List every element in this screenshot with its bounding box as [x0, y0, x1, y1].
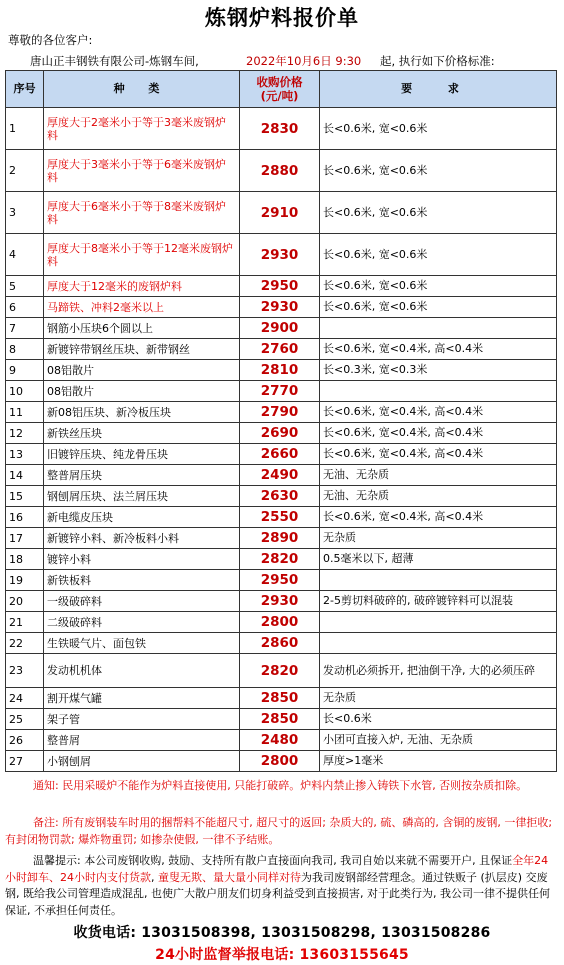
row-number: 20 — [6, 591, 44, 612]
row-number: 4 — [6, 234, 44, 276]
row-requirement: 长<0.6米, 宽<0.6米 — [320, 150, 557, 192]
table-row — [6, 549, 557, 570]
row-kind: 镀锌小料 — [44, 549, 240, 570]
table-row — [6, 276, 557, 297]
table-row — [6, 192, 557, 234]
row-price: 2910 — [240, 192, 320, 234]
row-kind: 生铁暖气片、面包铁 — [44, 633, 240, 654]
row-kind: 厚度大于3毫米小于等于6毫米废钢炉料 — [44, 150, 240, 192]
row-kind: 新镀锌小料、新冷板料小料 — [44, 528, 240, 549]
row-kind: 旧镀锌压块、纯龙骨压块 — [44, 444, 240, 465]
row-kind: 马蹄铁、冲料2毫米以上 — [44, 297, 240, 318]
row-price: 2900 — [240, 318, 320, 339]
row-requirement: 长<0.6米, 宽<0.4米, 高<0.4米 — [320, 444, 557, 465]
greeting: 尊敬的各位客户: — [8, 33, 93, 47]
notice-text: 通知: 民用采暖炉不能作为炉料直接使用, 只能打破碎。炉料内禁止掺入铸铁下水管, 否则按杂质扣除。 — [33, 779, 528, 792]
table-row — [6, 633, 557, 654]
header-kind: 种 类 — [44, 71, 240, 108]
row-kind: 小钢刨屑 — [44, 751, 240, 772]
tips-part-d: 童叟无欺、量大量小同样对待 — [158, 870, 301, 884]
row-kind: 新08铝压块、新冷板压块 — [44, 402, 240, 423]
row-requirement — [320, 633, 557, 654]
table-row — [6, 402, 557, 423]
row-price: 2950 — [240, 276, 320, 297]
row-price: 2760 — [240, 339, 320, 360]
row-price: 2850 — [240, 688, 320, 709]
table-row — [6, 234, 557, 276]
tips-part-b: 全年24小时卸车、24小时内支付货款 — [5, 854, 549, 884]
table-row — [6, 730, 557, 751]
row-requirement: 厚度>1毫米 — [320, 751, 557, 772]
row-number: 6 — [6, 297, 44, 318]
row-kind: 厚度大于2毫米小于等于3毫米废钢炉料 — [44, 108, 240, 150]
row-number: 17 — [6, 528, 44, 549]
table-row — [6, 528, 557, 549]
row-requirement: 长<0.3米, 宽<0.3米 — [320, 360, 557, 381]
tips-part-c: , — [151, 870, 158, 884]
page-title: 炼钢炉料报价单 — [205, 6, 359, 30]
table-row — [6, 486, 557, 507]
row-requirement: 发动机必须拆开, 把油倒干净, 大的必须压碎 — [320, 654, 557, 688]
row-number: 9 — [6, 360, 44, 381]
table-row — [6, 108, 557, 150]
row-requirement: 长<0.6米, 宽<0.4米, 高<0.4米 — [320, 402, 557, 423]
row-price: 2770 — [240, 381, 320, 402]
row-number: 5 — [6, 276, 44, 297]
row-kind: 架子管 — [44, 709, 240, 730]
row-number: 7 — [6, 318, 44, 339]
row-kind: 一级破碎料 — [44, 591, 240, 612]
row-number: 23 — [6, 654, 44, 688]
table-row — [6, 381, 557, 402]
table-header-row — [6, 71, 557, 108]
row-number: 22 — [6, 633, 44, 654]
row-number: 21 — [6, 612, 44, 633]
row-price: 2860 — [240, 633, 320, 654]
table-row — [6, 318, 557, 339]
row-requirement: 长<0.6米, 宽<0.6米 — [320, 192, 557, 234]
row-kind: 厚度大于12毫米的废钢炉料 — [44, 276, 240, 297]
row-number: 27 — [6, 751, 44, 772]
row-kind: 整普屑压块 — [44, 465, 240, 486]
row-price: 2850 — [240, 709, 320, 730]
row-price: 2890 — [240, 528, 320, 549]
row-kind: 钢筋小压块6个圆以上 — [44, 318, 240, 339]
row-requirement: 2-5剪切料破碎的, 破碎镀锌料可以混装 — [320, 591, 557, 612]
effective-date: 2022年10月6日 9:30 — [246, 54, 362, 68]
price-table — [5, 70, 557, 772]
table-row — [6, 654, 557, 688]
tips-part-a: 温馨提示: 本公司废钢收购, 鼓励、支持所有散户直接面向我司, 我司自始以来就不需要开户, 且保证 — [33, 854, 513, 867]
row-kind: 新电缆皮压块 — [44, 507, 240, 528]
remark-text: 备注: 所有废钢装车时用的捆帮料不能超尺寸, 超尺寸的返回; 杂质大的, 硫、磷高的, 含铜的废钢, 一律拒收; 有封闭物罚款; 爆炸物重罚; 如掺杂使假, 一律不予结账。 — [5, 816, 553, 846]
row-price: 2930 — [240, 591, 320, 612]
row-price: 2880 — [240, 150, 320, 192]
table-row — [6, 465, 557, 486]
row-number: 18 — [6, 549, 44, 570]
company-name: 唐山正丰钢铁有限公司-炼钢车间, — [30, 54, 199, 68]
row-kind: 整普屑 — [44, 730, 240, 751]
row-requirement: 无杂质 — [320, 528, 557, 549]
receiving-phones: 收货电话: 13031508398, 13031508298, 13031508286 — [73, 925, 491, 941]
row-kind: 08铝散片 — [44, 360, 240, 381]
table-row — [6, 751, 557, 772]
table-row — [6, 423, 557, 444]
table-row — [6, 150, 557, 192]
row-price: 2810 — [240, 360, 320, 381]
table-row — [6, 709, 557, 730]
row-requirement: 长<0.6米, 宽<0.6米 — [320, 234, 557, 276]
header-price-line2: (元/吨) — [260, 89, 299, 103]
row-number: 24 — [6, 688, 44, 709]
row-number: 3 — [6, 192, 44, 234]
hotline-phone: 24小时监督举报电话: 13603155645 — [155, 947, 409, 963]
header-no: 序号 — [6, 71, 44, 108]
row-requirement — [320, 570, 557, 591]
row-number: 2 — [6, 150, 44, 192]
row-requirement: 无油、无杂质 — [320, 465, 557, 486]
row-number: 25 — [6, 709, 44, 730]
row-price: 2790 — [240, 402, 320, 423]
row-price: 2490 — [240, 465, 320, 486]
row-number: 11 — [6, 402, 44, 423]
header-price — [240, 71, 320, 108]
table-row — [6, 444, 557, 465]
row-number: 10 — [6, 381, 44, 402]
row-price: 2930 — [240, 234, 320, 276]
table-row — [6, 612, 557, 633]
row-requirement: 0.5毫米以下, 超薄 — [320, 549, 557, 570]
row-price: 2820 — [240, 654, 320, 688]
row-price: 2820 — [240, 549, 320, 570]
row-price: 2480 — [240, 730, 320, 751]
header-requirement: 要 求 — [320, 71, 557, 108]
row-number: 12 — [6, 423, 44, 444]
table-row — [6, 297, 557, 318]
row-number: 1 — [6, 108, 44, 150]
row-kind: 发动机机体 — [44, 654, 240, 688]
row-price: 2660 — [240, 444, 320, 465]
row-requirement: 小团可直接入炉, 无油、无杂质 — [320, 730, 557, 751]
row-requirement: 长<0.6米, 宽<0.4米, 高<0.4米 — [320, 339, 557, 360]
row-requirement — [320, 381, 557, 402]
row-price: 2950 — [240, 570, 320, 591]
row-requirement: 长<0.6米, 宽<0.4米, 高<0.4米 — [320, 423, 557, 444]
table-row — [6, 339, 557, 360]
table-row — [6, 591, 557, 612]
row-number: 16 — [6, 507, 44, 528]
tips-text — [5, 853, 556, 919]
table-row — [6, 507, 557, 528]
row-price: 2800 — [240, 612, 320, 633]
row-requirement: 长<0.6米, 宽<0.4米, 高<0.4米 — [320, 507, 557, 528]
table-row — [6, 360, 557, 381]
row-kind: 二级破碎料 — [44, 612, 240, 633]
row-requirement: 无杂质 — [320, 688, 557, 709]
row-price: 2930 — [240, 297, 320, 318]
row-price: 2830 — [240, 108, 320, 150]
row-kind: 割开煤气罐 — [44, 688, 240, 709]
row-price: 2630 — [240, 486, 320, 507]
tips-part-e: 为我司废钢部经营理念。通过铁贩子 (扒层皮) 交废钢, 既给我公司管理造成混乱, 也使广大散户朋友们切身利益受到直接损害, 对于此类行为, 我公司一律不提供任何保证, 不承担任何责任。 — [5, 870, 550, 917]
row-number: 8 — [6, 339, 44, 360]
row-number: 14 — [6, 465, 44, 486]
row-kind: 08铝散片 — [44, 381, 240, 402]
row-requirement: 长<0.6米, 宽<0.6米 — [320, 108, 557, 150]
row-requirement — [320, 318, 557, 339]
table-row — [6, 688, 557, 709]
row-price: 2550 — [240, 507, 320, 528]
row-requirement: 无油、无杂质 — [320, 486, 557, 507]
effective-text: 起, 执行如下价格标准: — [380, 54, 495, 68]
row-requirement: 长<0.6米 — [320, 709, 557, 730]
row-requirement: 长<0.6米, 宽<0.6米 — [320, 297, 557, 318]
row-requirement — [320, 612, 557, 633]
row-kind: 厚度大于8毫米小于等于12毫米废钢炉料 — [44, 234, 240, 276]
row-requirement: 长<0.6米, 宽<0.6米 — [320, 276, 557, 297]
row-number: 13 — [6, 444, 44, 465]
row-price: 2800 — [240, 751, 320, 772]
row-kind: 新铁丝压块 — [44, 423, 240, 444]
row-number: 19 — [6, 570, 44, 591]
row-kind: 钢刨屑压块、法兰屑压块 — [44, 486, 240, 507]
row-kind: 新铁板料 — [44, 570, 240, 591]
table-row — [6, 570, 557, 591]
row-number: 15 — [6, 486, 44, 507]
row-price: 2690 — [240, 423, 320, 444]
row-kind: 厚度大于6毫米小于等于8毫米废钢炉料 — [44, 192, 240, 234]
row-kind: 新镀锌带钢丝压块、新带钢丝 — [44, 339, 240, 360]
row-number: 26 — [6, 730, 44, 751]
header-price-line1: 收购价格 — [256, 75, 303, 89]
